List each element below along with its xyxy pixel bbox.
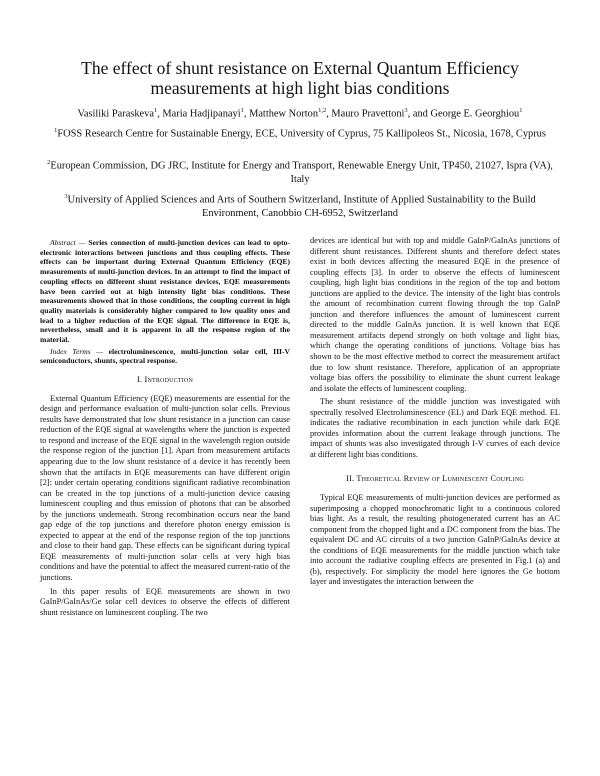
author-separator: ,	[326, 108, 332, 120]
section-2-paragraph-1: Typical EQE measurements of multi-junction devices are performed as superimposing a chopped monochromatic light to a continuous colored bias light. As a result, the resulting photogenerated current has an AC component from the chopped light and a DC component from the bias. The equivalent DC and AC circuits of a two junction GaInP/GaInAs device at the conditions of EQE measurements for the middle junction which take into account the radiative coupling effects are presented in Fig.1 (a) and (b), respectively. For simplicity the model here ignores the Ge bottom layer and investigates the interaction between the	[310, 493, 560, 587]
abstract-text: Series connection of multi-junction devices can lead to opto-electronic interactions between junctions and thus coupling effects. These effects can be important during External Quantum Efficiency (EQE) measurements of multi-junction devices. In an attempt to find the impact of coupling effects on different shunt resistance devices, EQE measurements have been carried out at high intensity light bias conditions. These measurements showed that in those conditions, the coupling current in high quality materials is considerably higher compared to low quality ones and lead to a higher reduction of the EQE signal. The difference in EQE is, nevertheless, small and it is apparent in all the response region of the material.	[40, 238, 291, 345]
section-2-heading: II. Theoretical Review of Luminescent Coupling	[346, 474, 524, 484]
index-terms	[40, 347, 290, 366]
author-name: Mauro Pravettoni	[331, 108, 405, 120]
author-affiliation-sup: 1	[153, 107, 158, 114]
paper-title: The effect of shunt resistance on External Quantum Efficiency measurements at high light bias conditions	[81, 58, 519, 98]
affiliation-2-sup: 2	[47, 159, 51, 166]
right-paragraph-1: devices are identical but with top and middle GaInP/GaInAs junctions of different shunt resistances. Different shunts and therefore defect states exist in both devices affecting the measured EQE in the presence of coupling effects [3]. In order to observe the effects of luminescent coupling, high light bias conditions in the region of the top and bottom junctions are applied to the device. The intensity of the light bias controls the amount of recombination current flowing through the top GaInP junction and therefore influences the amount of luminescent current directed to the middle GaInAs junction. It is well known that EQE measurement artifacts depend strongly on both voltage and light bias, which change the operating conditions of junctions. Voltage bias has shown to be the most effective method to correct the measurement artifact due to low shunt resistance. Therefore, application of an appropriate voltage bias offers the possibility to eliminate the shunt current leakage and isolate the effects of luminescent coupling.	[310, 236, 560, 393]
index-terms-text: electroluminescence, multi-junction solar cell, III-V semiconductors, shunts, spectral response.	[40, 346, 290, 366]
left-column	[40, 238, 290, 618]
section-1-heading: I. Introduction	[136, 375, 193, 385]
affiliation-1	[40, 124, 560, 141]
author-affiliation-sup: 1,2	[318, 107, 327, 114]
author-name: Vasiliki Paraskeva	[77, 108, 154, 120]
author-separator: , and	[407, 108, 431, 120]
author-separator: ,	[243, 108, 250, 120]
affiliation-3-text: University of Applied Sciences and Arts of Southern Switzerland, Institute of Applied Sustainability to the Build Environment, Canobbio CH-6952, Switzerland	[67, 194, 536, 219]
affiliation-2-text: European Commission, DG JRC, Institute for Energy and Transport, Renewable Energy Unit, TP450, 21027, Ispra (VA), Italy	[50, 160, 553, 185]
affiliation-2	[40, 156, 560, 186]
section-1-paragraph-1: External Quantum Efficiency (EQE) measurements are essential for the design and performance evaluation of multi-junction solar cells. Previous results have demonstrated that low shunt resistance in a junction can cause reduction of the EQE signal at wavelengths where the junction is expected to respond and increase of the EQE signal in the wavelength region outside the response region of the junction [1]. Apart from measurement artifacts appearing due to the low shunt resistance of a device it has recently been shown that the artifacts in EQE measurements can have different origin [2]: under certain operating conditions significant radiative recombination can be created in the top junctions of a multi-junction device causing luminescent coupling and thus emission of photons that can be absorbed by the junctions underneath. Strong recombination occurs near the band gap edge of the top junctions and therefore photon energy emission is expected to appear at the end of the response region of the top junctions and close to their band gap. These effects can be significant during typical EQE measurements of multi-junction solar cells at very high bias conditions and have the potential to affect the measured current-ratio of the junctions.	[40, 393, 290, 582]
author-affiliation-sup: 1	[519, 107, 523, 114]
author-name: George E. Georghiou	[430, 108, 520, 120]
author-separator: ,	[157, 108, 163, 120]
abstract-label: Abstract —	[50, 238, 86, 247]
affiliation-3-sup: 3	[64, 193, 68, 200]
author-affiliation-sup: 3	[404, 107, 408, 114]
section-1-paragraph-2: In this paper results of EQE measurements are shown in two GaInP/GaInAs/Ge solar cell devices to observe the effects of different shunt resistance on luminescent coupling. The two	[40, 586, 290, 617]
author-list	[20, 104, 580, 120]
affiliation-1-text: FOSS Research Centre for Sustainable Energy, ECE, University of Cyprus, 75 Kallipoleos St., Nicosia, 1678, Cyprus	[57, 128, 546, 140]
author-name: Matthew Norton	[249, 108, 319, 120]
right-paragraph-2: The shunt resistance of the middle junction was investigated with spectrally resolved Electroluminescence (EL) and Dark EQE method. EL indicates the radiative recombination in each junction while dark EQE provides information about the current leakage through junctions. The impact of shunts was also investigated through I-V curves of each device at different light bias conditions.	[310, 397, 560, 459]
abstract	[40, 238, 290, 345]
affiliation-3	[40, 190, 560, 220]
right-column	[310, 236, 560, 588]
affiliation-1-sup: 1	[54, 127, 58, 134]
author-name: Maria Hadjipanayi	[162, 108, 241, 120]
index-terms-label: Index Terms —	[50, 346, 104, 356]
author-affiliation-sup: 1	[240, 107, 244, 114]
